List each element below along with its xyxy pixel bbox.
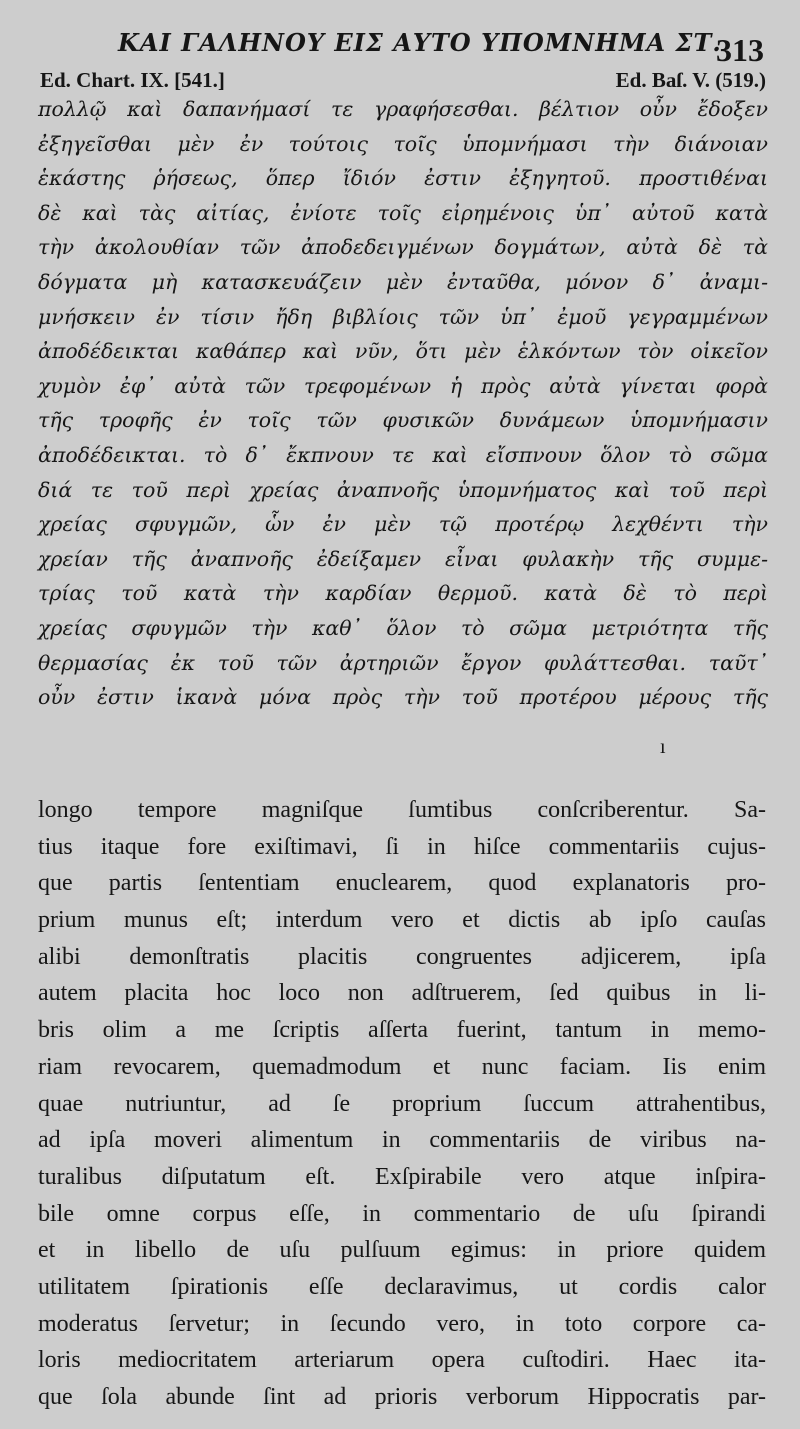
greek-line: χυμὸν ἐφ᾽ αὐτὰ τῶν τρεφομένων ἡ πρὸς αὐτὰ γίνεται φορὰ [38, 373, 768, 398]
latin-line: utilitatem ſpirationis eſſe declaravimus, ut cordis calor [38, 1273, 766, 1300]
greek-line: δόγματα μὴ κατασκευάζειν μὲν ἐνταῦθα, μόνον δ᾽ ἀναμι- [38, 269, 768, 294]
running-title: ΚΑΙ ΓΑΛΗΝΟΥ ΕΙΣ ΑΥΤΟ ΥΠΟΜΝΗΜΑ ΣΤ. [118, 28, 722, 57]
latin-line: et in libello de uſu pulſuum egimus: in priore quidem [38, 1237, 766, 1264]
greek-line: ἀποδέδεικται. τὸ δ᾽ ἔκπνουν τε καὶ εἴσπνουν ὅλον τὸ σῶμα [38, 442, 768, 467]
edition-ref-chartier: Ed. Chart. IX. [541.] [40, 68, 225, 92]
latin-line: longo tempore magniſque ſumtibus conſcriberentur. Sa- [38, 797, 766, 823]
latin-line: prium munus eſt; interdum vero et dictis ab ipſo cauſas [38, 907, 766, 934]
greek-line: ἀποδέδεικται καθάπερ καὶ νῦν, ὅτι μὲν ἑλκόντων τὸν οἰκεῖον [38, 339, 768, 364]
latin-line: turalibus diſputatum eſt. Exſpirabile vero atque inſpira- [38, 1163, 766, 1190]
greek-line: χρείας σφυγμῶν τὴν καθ᾽ ὅλον τὸ σῶμα μετριότητα τῆς [38, 615, 768, 640]
latin-line: que partis ſententiam enuclearem, quod explanatoris pro- [38, 870, 766, 897]
greek-line: τὴν ἀκολουθίαν τῶν ἀποδεδειγμένων δογμάτων, αὐτὰ δὲ τὰ [38, 235, 768, 260]
greek-line: τρίας τοῦ κατὰ τὴν καρδίαν θερμοῦ. κατὰ δὲ τὸ περὶ [38, 581, 768, 606]
latin-text-block [38, 792, 766, 1416]
greek-line: μνήσκειν ἐν τίσιν ἤδη βιβλίοις τῶν ὑπ᾽ ἐμοῦ γεγραμμένων [38, 304, 768, 329]
latin-line: riam revocarem, quemadmodum et nunc faciam. Iis enim [38, 1053, 766, 1080]
page-header [0, 24, 800, 68]
greek-line: πολλῷ καὶ δαπανήμασί τε γραφήσεσθαι. βέλτιον οὖν ἔδοξεν [38, 97, 768, 121]
latin-line: ad ipſa moveri alimentum in commentariis de viribus na- [38, 1127, 766, 1154]
latin-line: que ſola abunde ſint ad prioris verborum Hippocratis par- [38, 1384, 766, 1410]
latin-line: tius itaque fore exiſtimavi, ſi in hiſce commentariis cujus- [38, 833, 766, 860]
greek-line: διά τε τοῦ περὶ χρείας ἀναπνοῆς ὑπομνήματος καὶ τοῦ περὶ [38, 477, 768, 502]
edition-ref-basel: Ed. Baſ. V. (519.) [615, 68, 766, 92]
page-number: 313 [716, 32, 764, 68]
latin-line: quae nutriuntur, ad ſe proprium ſuccum attrahentibus, [38, 1090, 766, 1117]
greek-line: τῆς τροφῆς ἐν τοῖς τῶν φυσικῶν δυνάμεων ὑπομνήμασιν [38, 408, 768, 433]
latin-line: loris mediocritatem arteriarum opera cuſtodiri. Haec ita- [38, 1347, 766, 1374]
greek-line: χρείαν τῆς ἀναπνοῆς ἐδείξαμεν εἶναι φυλακὴν τῆς συμμε- [38, 546, 768, 571]
latin-line: autem placita hoc loco non adſtruerem, ſed quibus in li- [38, 980, 766, 1007]
greek-line: ἑκάστης ῥήσεως, ὅπερ ἴδιόν ἐστιν ἐξηγητοῦ. προστιθέναι [38, 166, 768, 191]
greek-line: οὖν ἐστιν ἱκανὰ μόνα πρὸς τὴν τοῦ προτέρου μέρους τῆς [38, 685, 768, 710]
greek-line: ἐξηγεῖσθαι μὲν ἐν τούτοις τοῖς ὑπομνήμασι τὴν διάνοιαν [38, 131, 768, 156]
latin-line: bris olim a me ſcriptis aſſerta fuerint, tantum in memo- [38, 1017, 766, 1044]
latin-line: moderatus ſervetur; in ſecundo vero, in toto corpore ca- [38, 1310, 766, 1337]
greek-line: δὲ καὶ τὰς αἰτίας, ἐνίοτε τοῖς εἰρημένοις ὑπ᾽ αὐτοῦ κατὰ [38, 200, 768, 225]
latin-line: bile omne corpus eſſe, in commentario de uſu ſpirandi [38, 1200, 766, 1227]
line-marker: ı [660, 736, 666, 758]
greek-line: χρείας σφυγμῶν, ὧν ἐν μὲν τῷ προτέρῳ λεχθέντι τὴν [38, 512, 768, 537]
greek-line: θερμασίας ἐκ τοῦ τῶν ἀρτηριῶν ἔργον φυλάττεσθαι. ταῦτ᾽ [38, 650, 768, 675]
greek-text-block [38, 92, 768, 715]
latin-line: alibi demonſtratis placitis congruentes adjicerem, ipſa [38, 943, 766, 970]
